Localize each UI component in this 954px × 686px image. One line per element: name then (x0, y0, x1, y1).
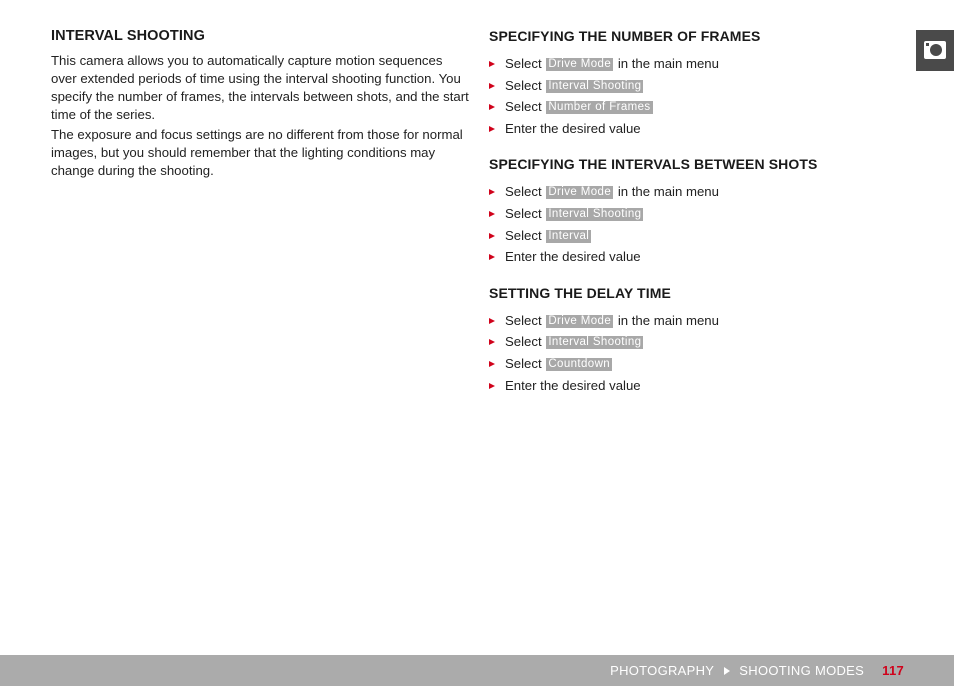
step-list (489, 310, 889, 396)
step-item (489, 310, 889, 332)
chapter-tab[interactable] (916, 30, 954, 71)
step-item (489, 225, 889, 247)
triangle-bullet-icon (489, 61, 495, 67)
step-text: Select (505, 184, 542, 200)
menu-item-chip: Interval Shooting (548, 336, 642, 349)
breadcrumb-shooting-modes: SHOOTING MODES (739, 663, 865, 678)
page-number: 117 (882, 663, 904, 678)
step-text: Enter the desired value (505, 120, 641, 136)
breadcrumb (610, 655, 904, 686)
menu-item-chip: Interval (548, 229, 590, 242)
step-item (489, 246, 889, 268)
menu-item-chip: Interval Shooting (548, 79, 642, 92)
step-text: Enter the desired value (505, 249, 641, 265)
triangle-bullet-icon (489, 339, 495, 345)
menu-item-chip: Drive Mode (548, 186, 612, 199)
section-title: SETTING THE DELAY TIME (489, 284, 671, 301)
step-item (489, 353, 889, 375)
step-item (489, 75, 889, 97)
step-list (489, 53, 889, 139)
step-text: Select (505, 56, 542, 71)
step-item (489, 118, 889, 140)
section-title: SPECIFYING THE INTERVALS BETWEEN SHOTS (489, 156, 818, 173)
menu-item-chip: Number of Frames (548, 101, 651, 114)
section-title: SPECIFYING THE NUMBER OF FRAMES (489, 28, 761, 44)
footer-bar (0, 655, 954, 686)
triangle-bullet-icon (489, 189, 495, 195)
intro-column (51, 28, 471, 180)
step-text: Select (505, 355, 542, 371)
intro-paragraph: The exposure and focus settings are no different from those for normal images, but you should remember that the lighting conditions may change during the shooting. (51, 127, 463, 178)
triangle-bullet-icon (489, 318, 495, 324)
step-item (489, 375, 889, 397)
triangle-bullet-icon (489, 233, 495, 239)
triangle-bullet-icon (489, 104, 495, 110)
step-text: Select (505, 77, 542, 93)
section-intervals-between-shots (489, 156, 889, 267)
step-text: in the main menu (617, 184, 719, 200)
step-text: Select (505, 334, 542, 350)
menu-item-chip: Interval Shooting (548, 207, 642, 220)
step-item (489, 203, 889, 225)
step-text: in the main menu (617, 312, 719, 328)
instructions-column (489, 28, 889, 413)
step-item (489, 53, 889, 75)
step-item (489, 331, 889, 353)
menu-item-chip: Countdown (548, 357, 611, 370)
triangle-bullet-icon (489, 126, 495, 132)
step-list (489, 181, 889, 267)
step-item (489, 96, 889, 118)
step-text: in the main menu (617, 56, 719, 71)
triangle-bullet-icon (489, 383, 495, 389)
section-number-of-frames (489, 28, 889, 139)
step-text: Select (505, 99, 542, 115)
step-text: Select (505, 227, 542, 243)
breadcrumb-photography: PHOTOGRAPHY (610, 663, 715, 678)
step-text: Enter the desired value (505, 377, 641, 393)
chevron-right-icon (724, 667, 730, 675)
menu-item-chip: Drive Mode (548, 314, 612, 327)
triangle-bullet-icon (489, 211, 495, 217)
section-title-interval-shooting: INTERVAL SHOOTING (51, 28, 205, 44)
step-text: Select (505, 312, 542, 328)
step-text: Select (505, 205, 542, 221)
intro-paragraph: This camera allows you to automatically capture motion sequences over extended periods of time using the interval shooting function. You specify the number of frames, the intervals between shots, and the start time of the series. (51, 53, 469, 122)
step-item (489, 181, 889, 203)
triangle-bullet-icon (489, 254, 495, 260)
triangle-bullet-icon (489, 83, 495, 89)
triangle-bullet-icon (489, 361, 495, 367)
menu-item-chip: Drive Mode (548, 58, 612, 70)
camera-icon (924, 41, 946, 59)
section-delay-time (489, 285, 889, 396)
